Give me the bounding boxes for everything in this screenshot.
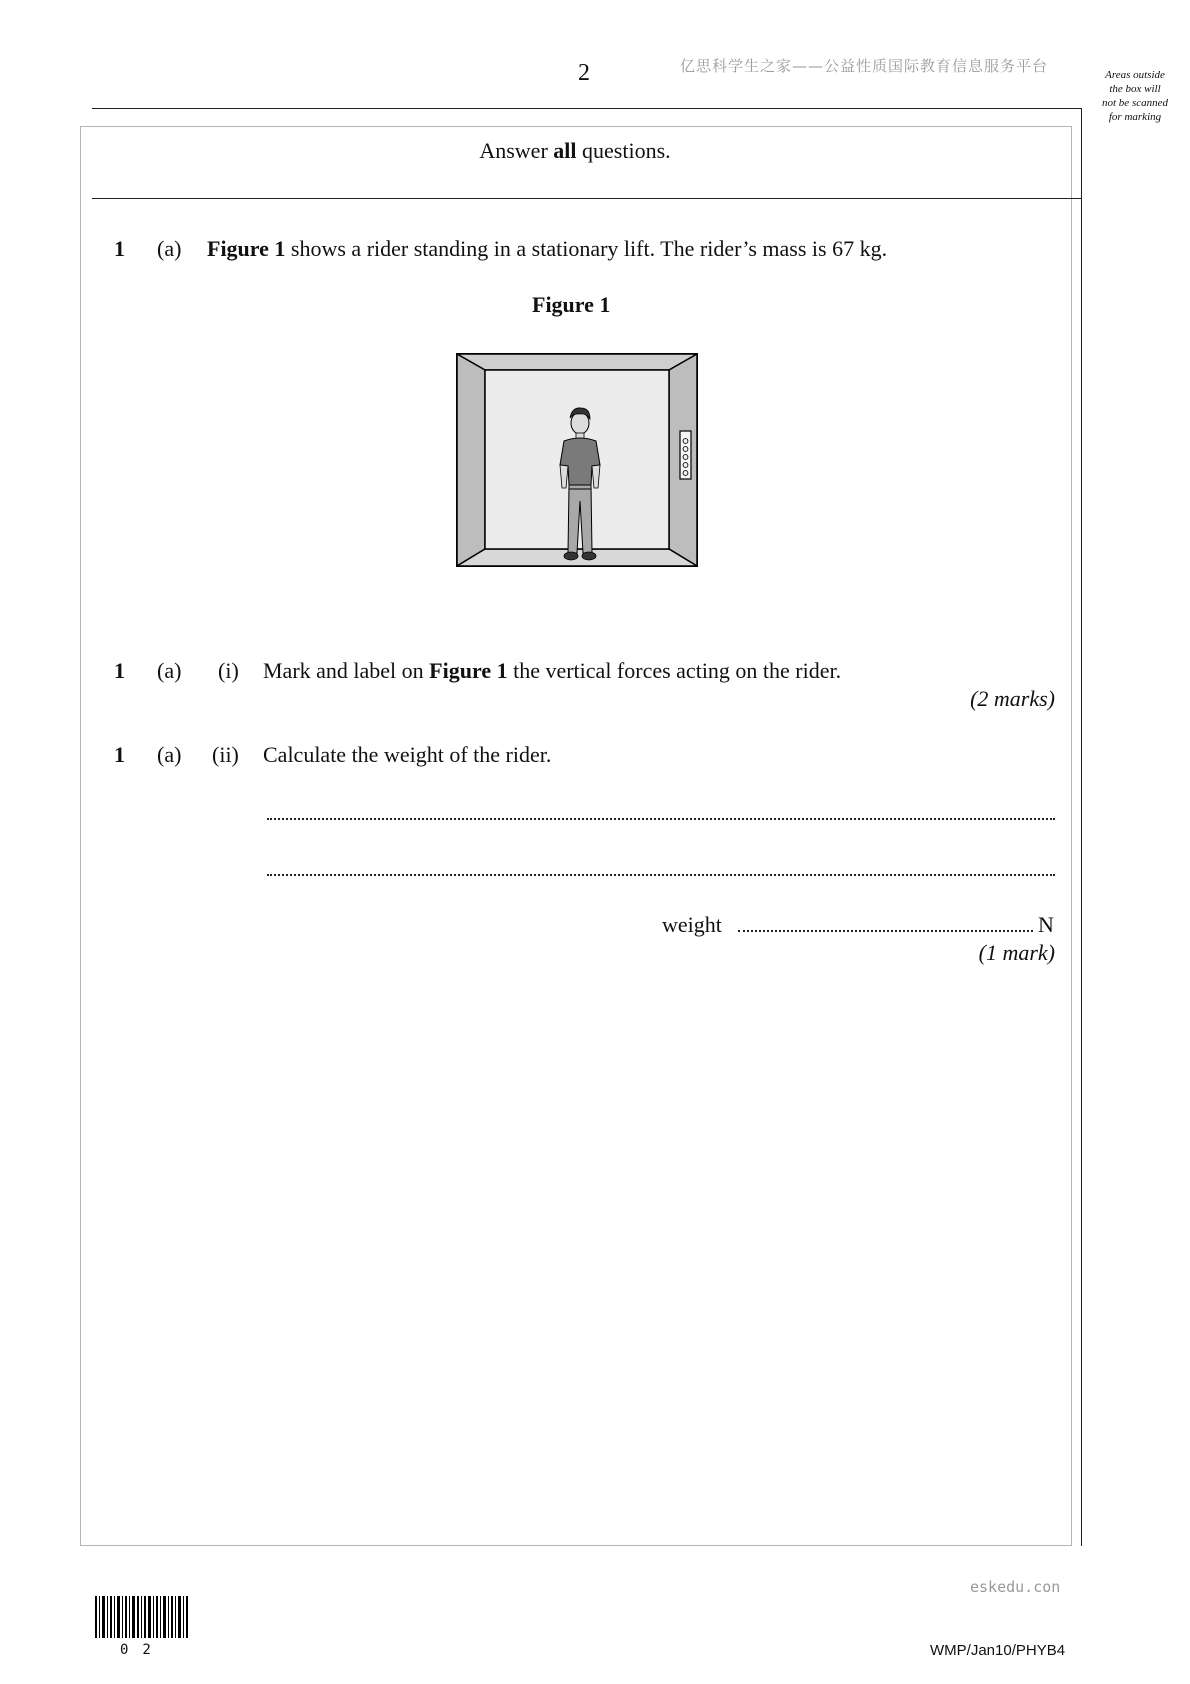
instruction	[80, 138, 1070, 164]
marks-label: (2 marks)	[970, 686, 1055, 711]
question-prefix: Mark and label on	[263, 658, 430, 683]
margin-note-line: not be scanned	[1102, 97, 1168, 109]
figure-ref: Figure 1	[207, 236, 286, 261]
question-body: shows a rider standing in a stationary lift. The rider’s mass is 67 kg.	[285, 236, 888, 261]
right-rule	[1081, 108, 1082, 1546]
margin-note	[1085, 68, 1185, 124]
marks-label: (1 mark)	[978, 940, 1055, 965]
barcode-icon	[95, 1596, 190, 1638]
question-text: Calculate the weight of the rider.	[263, 742, 552, 767]
margin-note-line: for marking	[1108, 111, 1162, 123]
footer-watermark: eskedu.con	[970, 1578, 1061, 1596]
answer-label: weight	[662, 912, 722, 937]
lift-ceiling	[457, 354, 697, 370]
question-text	[207, 236, 887, 262]
question-text	[263, 658, 841, 684]
lift-left-wall	[457, 354, 485, 566]
margin-note-line: the box will	[1109, 83, 1161, 95]
question-subpart: (i)	[218, 658, 239, 683]
instruction-bold: all	[553, 138, 577, 163]
question-number: 1	[114, 236, 125, 261]
unit-label: N	[1038, 912, 1054, 937]
answer-line[interactable]	[267, 874, 1055, 876]
question-number: 1	[114, 658, 125, 683]
lift-figure	[456, 353, 698, 567]
instruction-suffix: questions.	[576, 138, 671, 163]
figure-ref: Figure 1	[429, 658, 508, 683]
weight-answer-field[interactable]	[738, 930, 1033, 932]
answer-line[interactable]	[267, 818, 1055, 820]
instruction-rule	[92, 198, 1082, 199]
paper-code: WMP/Jan10/PHYB4	[930, 1642, 1066, 1659]
barcode-number: 02	[120, 1642, 165, 1658]
question-suffix: the vertical forces acting on the rider.	[507, 658, 842, 683]
question-part: (a)	[157, 742, 182, 767]
page-number: 2	[578, 60, 590, 86]
question-part: (a)	[157, 658, 182, 683]
answer-box	[80, 126, 1072, 1546]
question-part: (a)	[157, 236, 182, 261]
margin-note-line: Areas outside	[1105, 69, 1165, 81]
top-rule	[92, 108, 1082, 109]
question-number: 1	[114, 742, 125, 767]
header-watermark: 亿思科学生之家——公益性质国际教育信息服务平台	[680, 57, 1049, 75]
instruction-prefix: Answer	[479, 138, 554, 163]
question-subpart: (ii)	[212, 742, 239, 767]
figure-caption: Figure 1	[532, 292, 611, 317]
